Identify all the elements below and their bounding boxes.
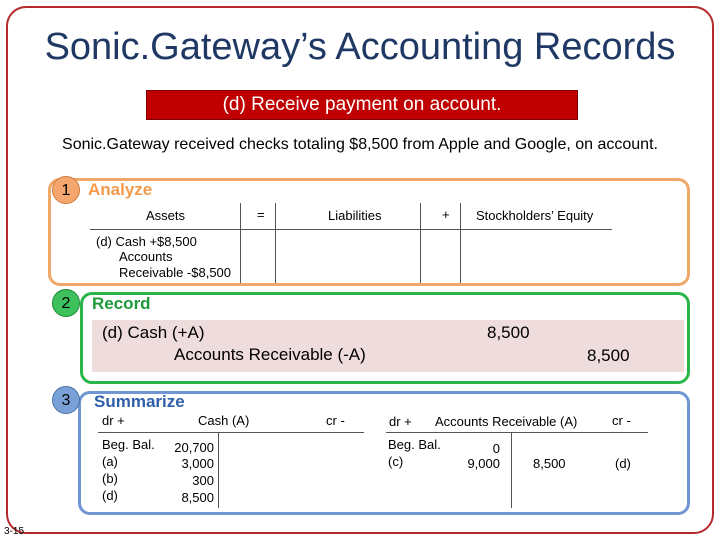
transaction-banner: (d) Receive payment on account.	[146, 90, 578, 120]
cash-amount-2: 300	[192, 473, 214, 488]
analyze-header-rule	[90, 229, 612, 230]
analyze-entry-line-1: (d) Cash +$8,500	[96, 234, 197, 249]
ar-amount-1: 9,000	[467, 456, 500, 471]
analyze-entry-line-2: Accounts	[119, 249, 173, 264]
cash-label-1: (a)	[102, 454, 118, 469]
ar-label-1: (c)	[388, 454, 404, 469]
ar-label-0: Beg. Bal.	[388, 437, 441, 452]
cash-t-top	[98, 432, 364, 433]
cash-amount-3: 8,500	[181, 490, 214, 505]
analyze-entry-line-3: Receivable -$8,500	[119, 265, 232, 280]
cash-label-0: Beg. Bal.	[102, 437, 155, 452]
record-label: Record	[92, 294, 151, 313]
cash-cr-label: cr -	[326, 413, 345, 428]
analyze-divider-4	[460, 203, 461, 283]
page-number: 3-15	[4, 526, 25, 537]
ar-dr-label: dr +	[389, 414, 412, 429]
analyze-divider-3	[420, 203, 421, 283]
step-3-badge: 3	[52, 386, 80, 414]
transaction-description: Sonic.Gateway received checks totaling $8,500 from Apple and Google, on account.	[62, 136, 658, 153]
step-1-badge: 1	[52, 176, 80, 204]
journal-credit-amount: 8,500	[587, 346, 630, 365]
cash-account-name: Cash (A)	[198, 413, 250, 428]
ar-credit-label: (d)	[615, 456, 631, 471]
cash-label-3: (d)	[102, 488, 118, 503]
ar-t-top	[386, 432, 648, 433]
cash-amount-1: 3,000	[181, 456, 214, 471]
journal-debit-amount: 8,500	[487, 323, 530, 342]
analyze-divider-1	[240, 203, 241, 283]
ar-t-stem	[511, 432, 512, 508]
journal-credit-line: Accounts Receivable (-A)	[174, 345, 366, 364]
cash-dr-label: dr +	[102, 413, 125, 428]
cash-label-2: (b)	[102, 471, 118, 486]
page-title: Sonic.Gateway’s Accounting Records	[44, 26, 676, 68]
journal-debit-line: (d) Cash (+A)	[102, 323, 205, 342]
ar-account-name: Accounts Receivable (A)	[435, 414, 578, 429]
step-2-badge: 2	[52, 289, 80, 317]
cash-amount-0: 20,700	[174, 440, 214, 455]
analyze-label: Analyze	[88, 180, 153, 199]
header-equals: =	[257, 207, 265, 222]
cash-t-stem	[218, 432, 219, 508]
ar-cr-label: cr -	[612, 413, 631, 428]
header-assets: Assets	[146, 208, 186, 223]
header-equity: Stockholders’ Equity	[476, 208, 594, 223]
ar-amount-0: 0	[492, 441, 500, 456]
ar-credit-amount: 8,500	[533, 456, 566, 471]
header-plus: +	[442, 207, 450, 222]
header-liabilities: Liabilities	[328, 208, 382, 223]
summarize-label: Summarize	[94, 392, 185, 411]
analyze-divider-2	[275, 203, 276, 283]
